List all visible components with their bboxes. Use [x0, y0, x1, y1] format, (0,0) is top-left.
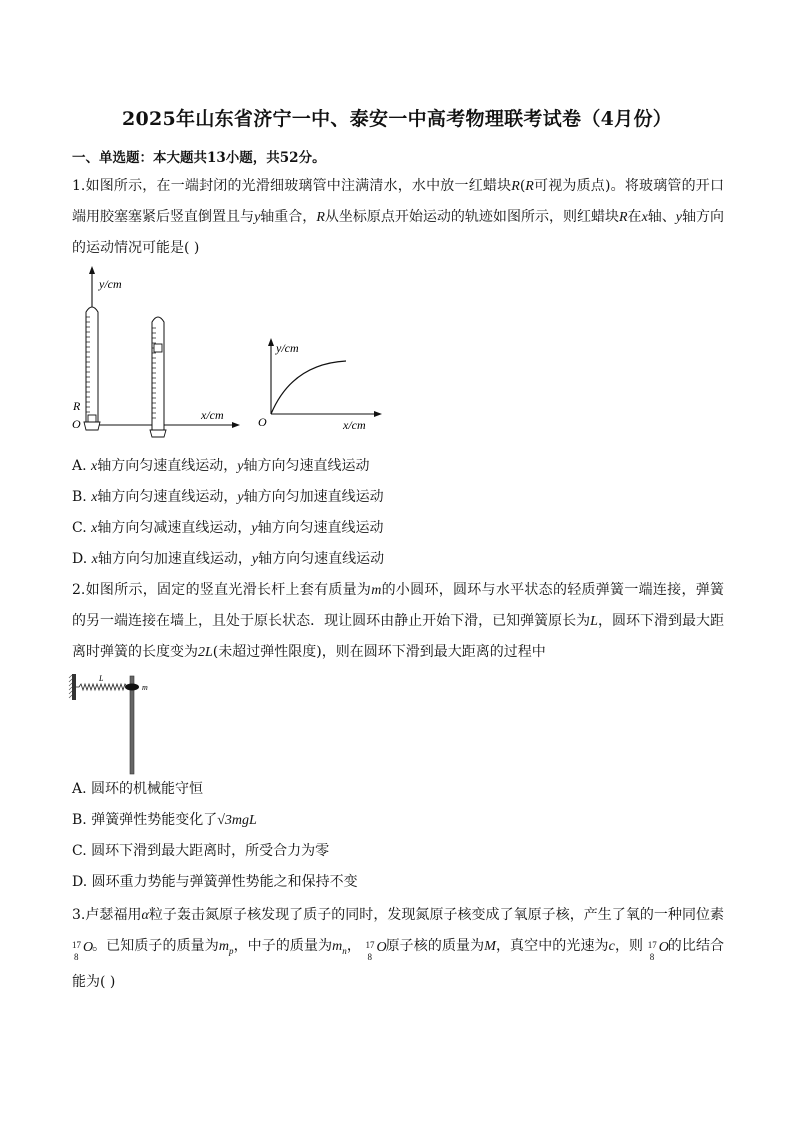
label-L: L [99, 674, 104, 683]
ring [125, 684, 139, 691]
isotope-notation-3: 17 8 O [647, 940, 669, 962]
q2-option-d[interactable]: D. 圆环重力势能与弹簧弹性势能之和保持不变 [72, 874, 358, 890]
q2-option-c[interactable]: C. 圆环下滑到最大距离时，所受合力为零 [72, 843, 330, 859]
question-2-stem: 2.如图所示，固定的竖直光滑长杆上套有质量为m的小圆环，圆环与水平状态的轻质弹簧一端连接，弹簧的另一端连接在墙上，且处于原长状态．现让圆环由静止开始下滑，已知弹簧原长为L，圆环下滑到最大距离时弹簧的长度变为2L(未超过弹性限度)，则在圆环下滑到最大距离的过程中 [72, 582, 725, 660]
q2-option-b[interactable]: B. 弹簧弹性势能变化了√3mgL [72, 812, 257, 828]
isotope-notation-2: 17 8 O [365, 940, 387, 962]
q1-option-b[interactable]: B. x轴方向匀速直线运动，y轴方向匀加速直线运动 [72, 489, 384, 505]
q1-option-d[interactable]: D. x轴方向匀加速直线运动，y轴方向匀速直线运动 [72, 551, 385, 567]
q2-option-a[interactable]: A. 圆环的机械能守恒 [72, 781, 204, 797]
question-3-stem: 3.卢瑟福用α粒子轰击氮原子核发现了质子的同时，发现氮原子核变成了氧原子核，产生了氧的一种同位素 17 8 O 。已知质子的质量为$m_p$，中子的质量为$m_n$， 17 8 O 原子核的质量为M，真空中的光速为c，则 17 8 O 的比结合能为( ) [72, 907, 725, 990]
question-1-stem: 1.如图所示，在一端封闭的光滑细玻璃管中注满清水，水中放一红蜡块R(R可视为质点)。将玻璃管的开口端用胶塞塞紧后竖直倒置且与y轴重合，R从坐标原点开始运动的轨迹如图所示，则红蜡块R在x轴、y轴方向的运动情况可能是( ) [72, 178, 725, 256]
vertical-rod [130, 676, 134, 774]
glass-tube-2 [150, 317, 166, 437]
question-2-figure [68, 670, 168, 776]
label-m: m [142, 683, 148, 692]
label-O-left: O [72, 417, 81, 431]
label-R: R [73, 399, 81, 413]
isotope-notation: 17 8 O [72, 940, 94, 962]
left-y-axis-label: y/cm [99, 277, 122, 291]
label-O-right: O [258, 415, 267, 429]
section-heading: 一、单选题：本大题共13小题，共52分。 [72, 150, 326, 166]
right-x-axis-label: x/cm [343, 418, 366, 432]
right-y-axis-label: y/cm [276, 341, 299, 355]
wall [72, 674, 76, 700]
question-1-figure [60, 262, 400, 442]
q1-option-c[interactable]: C. x轴方向匀减速直线运动，y轴方向匀速直线运动 [72, 520, 384, 536]
q1-option-a[interactable]: A. x轴方向匀速直线运动，y轴方向匀速直线运动 [72, 458, 370, 474]
paper-title: 2025年山东省济宁一中、泰安一中高考物理联考试卷（4月份） [121, 108, 673, 130]
glass-tube-1 [84, 307, 100, 430]
left-x-axis-label: x/cm [201, 408, 224, 422]
trajectory-curve [271, 361, 346, 414]
spring [76, 684, 130, 690]
